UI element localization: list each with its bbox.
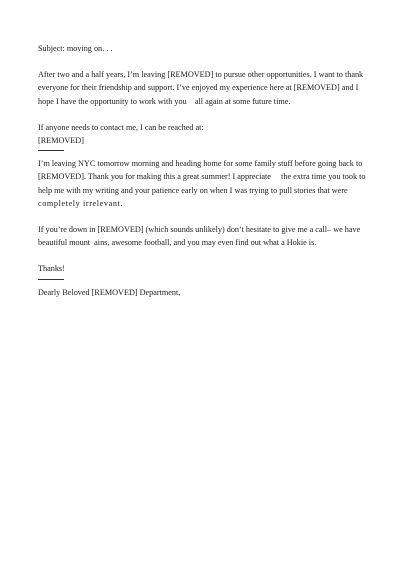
paragraph-line: I’m leaving NYC tomorrow morning and heading home for some family stuff before going back to [38,159,363,169]
paragraph-thanks [38,157,366,210]
closing-text: Thanks! [38,264,65,274]
divider-rule [38,150,64,151]
paragraph-line: [REMOVED] [38,136,84,146]
paragraph-line: everyone for their friendship and support. I’ve enjoyed my experience here at [REMOVED] and I [38,83,359,93]
paragraph-line: [REMOVED]. Thank you for making this a great summer! I appreciate the extra time you took to [38,172,366,182]
subject-line: Subject: moving on. . . [38,44,113,53]
paragraph-line: If anyone needs to contact me, I can be reached at: [38,122,204,132]
signature-line: Dearly Beloved [REMOVED] Department, [38,287,181,297]
paragraph-line: hope I have the opportunity to work with you all again at some future time. [38,96,291,106]
paragraph-line: completely irrelevant. [38,198,124,208]
paragraph-invitation [38,223,360,249]
paragraph-line: help me with my writing and your patience early on when I was trying to pull stories that were [38,185,348,195]
paragraph-departure [38,68,364,108]
paragraph-line: If you’re down in [REMOVED] (which sounds unlikely) don’t hesitate to give me a call– we have [38,225,361,235]
divider-rule [38,279,64,280]
paragraph-line: beautiful mount ains, awesome football, and you may even find out what a Hokie is. [38,238,317,248]
paragraph-line: After two and a half years, I’m leaving [REMOVED] to pursue other opportunities. I want to thank [38,70,364,80]
paragraph-contact [38,121,360,147]
